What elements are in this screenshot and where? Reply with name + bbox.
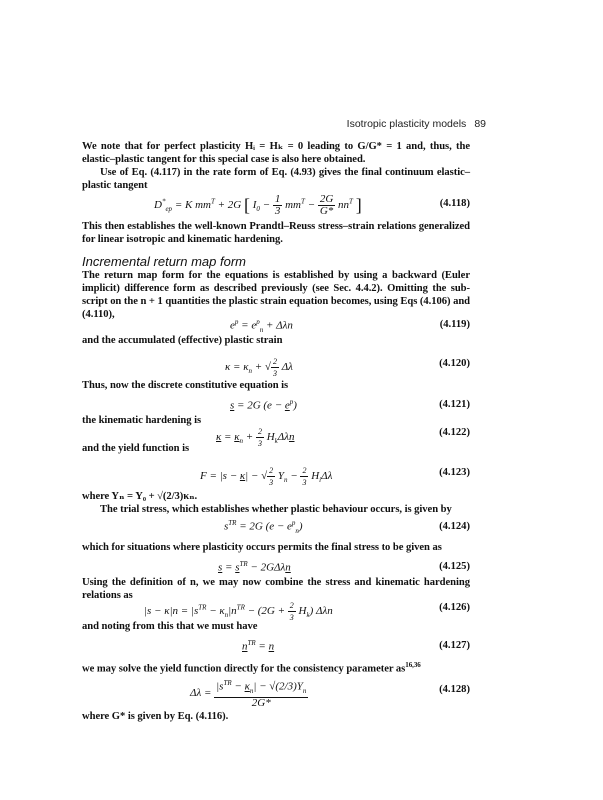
equation-4-127: $n^{TR} = n$ (4.127) xyxy=(242,639,470,653)
paragraph-kinematic-hardening: the kinematic hardening is xyxy=(82,415,202,426)
paragraph-perfect-plasticity: We note that for perfect plasticity Hᵢ = Hₖ = 0 leading to G/G* = 1 and, thus, the elastic–plastic tangent for this special case is also here obtained. xyxy=(82,141,470,165)
equation-number-4-125: (4.125) xyxy=(439,561,470,572)
running-head-title: Isotropic plasticity models xyxy=(346,118,467,130)
paragraph-prandtl-reuss: This then establishes the well-known Prandtl–Reuss stress–strain relations generalized for linear isotropic and kinematic hardening. xyxy=(82,221,470,245)
section-title: Incremental return map form xyxy=(82,254,247,269)
equation-number-4-123: (4.123) xyxy=(439,467,470,478)
paragraph-discrete-constitutive: Thus, now the discrete constitutive equation is xyxy=(82,380,289,391)
paragraph-noting: and noting from this that we must have xyxy=(82,621,258,632)
paragraph-return-map: The return map form for the equations is established by using a backward (Euler implicit) difference form as described previously (see Sec. 4.4.2). Omitting the sub-script on the n + 1 quantities the plastic strain equation becomes, using Eqs (4.106) and (4.110), xyxy=(82,270,471,320)
paragraph-accumulated-strain: and the accumulated (effective) plastic strain xyxy=(82,335,283,346)
equation-number-4-124: (4.124) xyxy=(439,521,470,532)
equation-4-121: s = 2G $(e - e^p)$ (4.121) xyxy=(230,398,470,412)
paragraph-yield-function: and the yield function is xyxy=(82,443,190,454)
equation-number-4-126: (4.126) xyxy=(439,602,470,613)
equation-number-4-127: (4.127) xyxy=(439,640,470,651)
paragraph-combine-relations: Using the definition of n, we may now combine the stress and kinematic hardening relations as xyxy=(82,577,470,601)
equation-4-125: $s = s^{TR} - 2G\Delta\lambda n$ (4.125) xyxy=(218,560,470,574)
equation-4-128: Δλ = $\frac{|s^{TR} - \kappa_n| - √(2/3)Y_n}{2G*}$ (4.128) xyxy=(190,679,470,709)
equation-number-4-121: (4.121) xyxy=(439,399,470,410)
equation-4-124: $s^{TR} = 2G$ $(e - e^p_n)$ (4.124) xyxy=(224,519,470,535)
paragraph-where-gstar: where G* is given by Eq. (4.116). xyxy=(82,711,229,722)
paragraph-consistency-parameter: we may solve the yield function directly for the consistency parameter as$^{16,36}$ xyxy=(82,661,421,675)
equation-4-123: F = |s − κ| − √ $\frac{2}{3}$ $Y_n$ − $\frac{2}{3}$ $H_i\Delta\lambda$ (4.123) xyxy=(200,466,470,487)
equation-number-4-120: (4.120) xyxy=(439,358,470,369)
equation-number-4-118: (4.118) xyxy=(439,198,470,209)
equation-number-4-119: (4.119) xyxy=(439,319,470,330)
paragraph-where-yn: where Yₙ = Y₀ + √(2/3)κₙ. xyxy=(82,491,198,502)
equation-4-118: $D^*_{ep} = K$ $mm^T + 2G$ [ $I_0$ − $\frac{1}{3}$ $mm^T$ − $\frac{2G}{G*}$ $nn^T$ ] (4.118) xyxy=(154,193,470,217)
equation-4-120: $\kappa = \kappa_n$ + √ $\frac{2}{3}$ Δλ (4.120) xyxy=(225,357,470,378)
equation-4-119: $e^p = e^p_n + \Delta\lambda n$ (4.119) xyxy=(230,318,470,334)
equation-4-126: $|s - \kappa|n = |s^{TR} - \kappa_n|n^{TR} - (2G$ + $\frac{2}{3}$ $H_k$) Δλn (4.126) xyxy=(144,601,470,622)
running-head xyxy=(347,118,486,130)
paragraph-final-stress: which for situations where plasticity occurs permits the final stress to be given as xyxy=(82,542,442,553)
paragraph-use-of-eq: Use of Eq. (4.117) in the rate form of Eq. (4.93) gives the final continuum elastic–plastic tangent xyxy=(82,167,470,191)
page-number: 89 xyxy=(474,118,486,130)
equation-number-4-128: (4.128) xyxy=(439,684,470,695)
paragraph-trial-stress: The trial stress, which establishes whether plastic behaviour occurs, is given by xyxy=(100,504,452,515)
reference-superscript: 16,36 xyxy=(405,661,421,669)
equation-number-4-122: (4.122) xyxy=(439,427,470,438)
equation-4-122: $\kappa = \kappa_n$ + $\frac{2}{3}$ $H_k\Delta\lambda n$ (4.122) xyxy=(216,427,470,448)
